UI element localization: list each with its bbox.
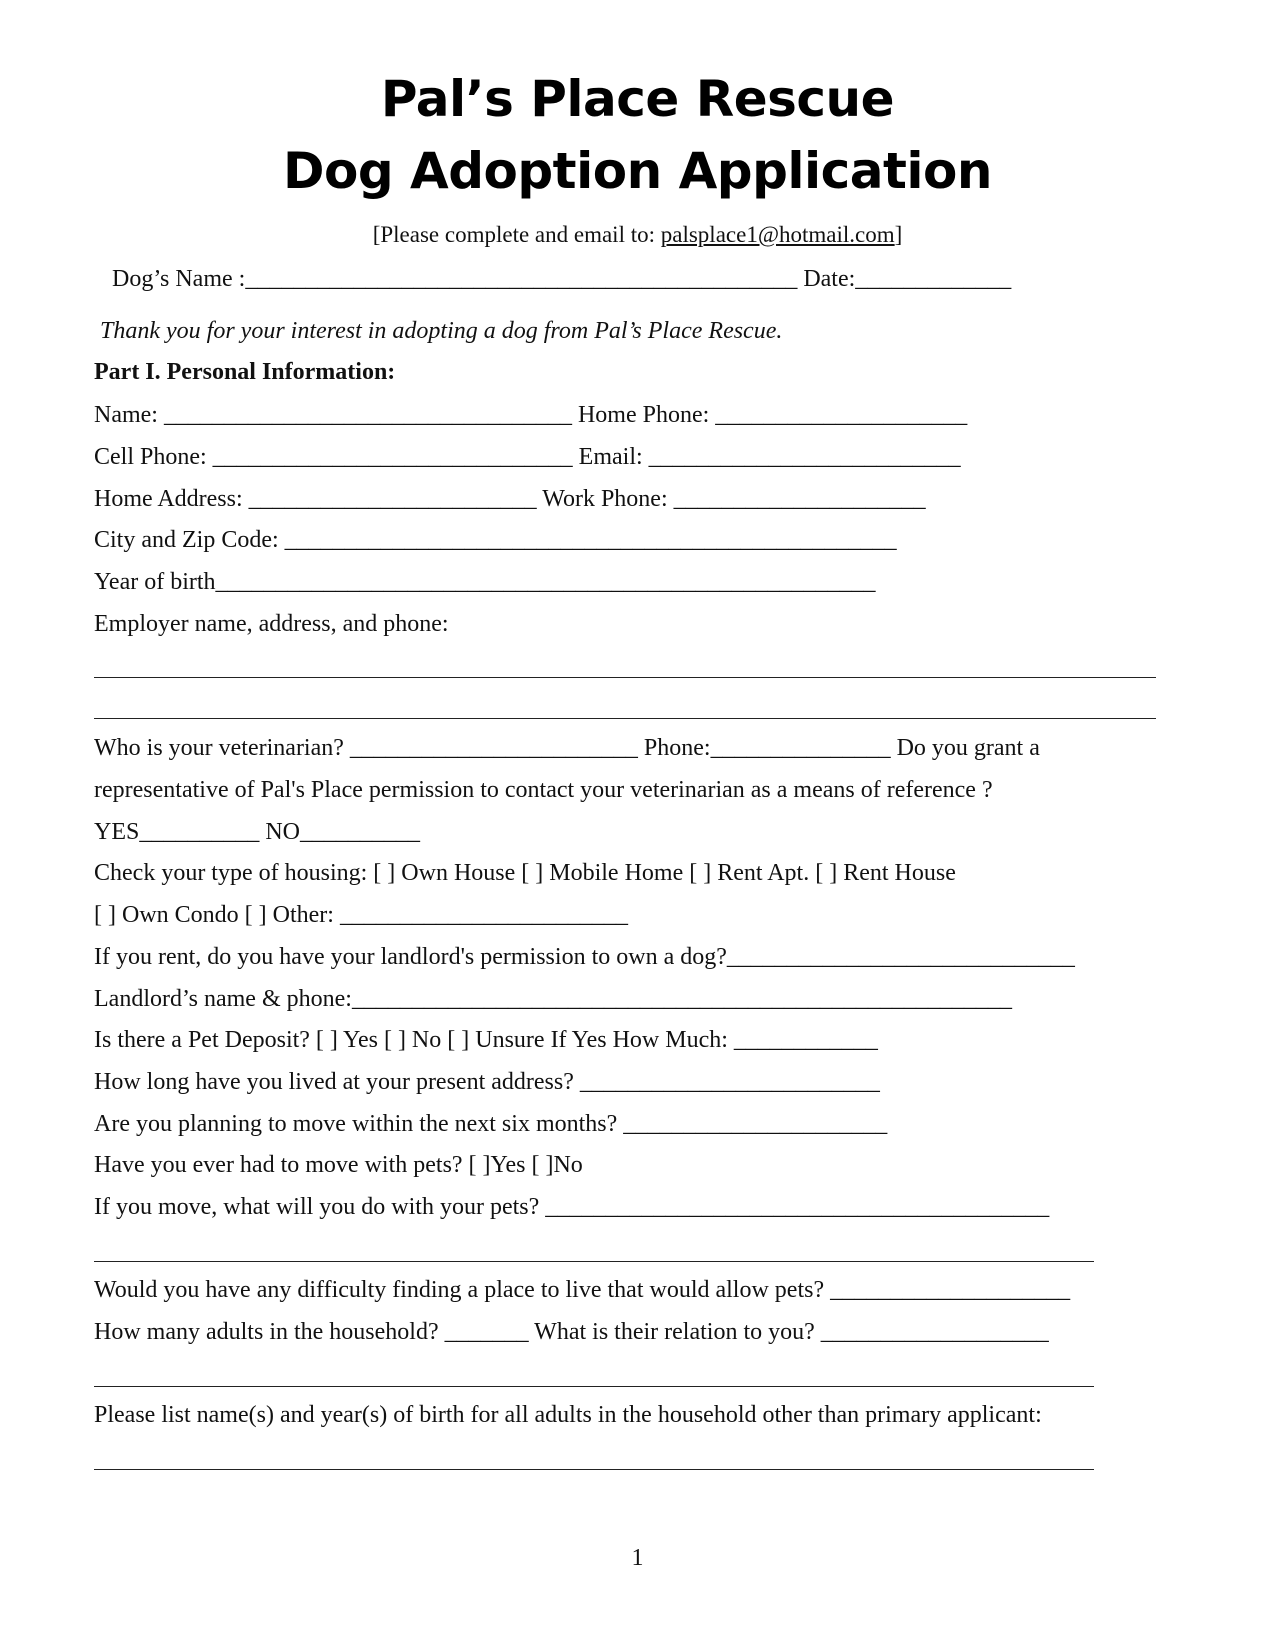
housing-type-line[interactable]: Check your type of housing: [ ] Own House [ ] Mobile Home [ ] Rent Apt. [ ] Rent House	[94, 860, 956, 886]
form-title-line2: Dog Adoption Application	[283, 142, 992, 200]
city-zip-line[interactable]: City and Zip Code: ___________________________________________________	[94, 527, 897, 553]
instructions	[0, 222, 1275, 248]
landlord-permission-line[interactable]: If you rent, do you have your landlord's permission to own a dog?_____________________________	[94, 944, 1075, 970]
year-of-birth-line[interactable]: Year of birth_______________________________________________________	[94, 569, 876, 595]
form-title-line1: Pal’s Place Rescue	[380, 70, 895, 128]
veterinarian-permission-text: representative of Pal's Place permission to contact your veterinarian as a means of reference ?	[94, 777, 993, 803]
instructions-prefix: [Please complete and email to:	[372, 222, 661, 247]
housing-difficulty-line[interactable]: Would you have any difficulty finding a place to live that would allow pets? ____________________	[94, 1277, 1071, 1303]
list-adults-blank[interactable]	[94, 1469, 1094, 1470]
if-move-pets-line[interactable]: If you move, what will you do with your pets? __________________________________________	[94, 1194, 1050, 1220]
if-move-blank[interactable]	[94, 1261, 1094, 1262]
address-work-phone-line[interactable]: Home Address: ________________________ Work Phone: _____________________	[94, 486, 926, 512]
part1-heading: Part I. Personal Information:	[94, 359, 396, 385]
dog-name-date-line[interactable]: Dog’s Name :______________________________________________ Date:_____________	[112, 266, 1012, 292]
page-number: 1	[631, 1545, 644, 1571]
employer-label: Employer name, address, and phone:	[94, 611, 449, 637]
moved-with-pets-line[interactable]: Have you ever had to move with pets? [ ]Yes [ ]No	[94, 1152, 583, 1178]
landlord-name-line[interactable]: Landlord’s name & phone:_______________________________________________________	[94, 986, 1012, 1012]
adults-relation-blank[interactable]	[94, 1386, 1094, 1387]
time-at-address-line[interactable]: How long have you lived at your present address? _________________________	[94, 1069, 880, 1095]
thank-you-text: Thank you for your interest in adopting a dog from Pal’s Place Rescue.	[100, 318, 783, 344]
employer-blank-1[interactable]	[94, 677, 1156, 678]
yes-no-line[interactable]: YES__________ NO__________	[94, 819, 421, 845]
list-adults-label: Please list name(s) and year(s) of birth for all adults in the household other than primary applicant:	[94, 1402, 1042, 1428]
housing-type-line-2[interactable]: [ ] Own Condo [ ] Other: ________________________	[94, 902, 628, 928]
planning-move-line[interactable]: Are you planning to move within the next six months? ______________________	[94, 1111, 888, 1137]
instructions-suffix: ]	[894, 222, 903, 247]
email-link[interactable]: palsplace1@hotmail.com	[660, 222, 895, 247]
cell-email-line[interactable]: Cell Phone: ______________________________ Email: __________________________	[94, 444, 961, 470]
pet-deposit-line[interactable]: Is there a Pet Deposit? [ ] Yes [ ] No [ ] Unsure If Yes How Much: ____________	[94, 1027, 878, 1053]
veterinarian-line[interactable]: Who is your veterinarian? ________________________ Phone:_______________ Do you grant a	[94, 735, 1040, 761]
name-home-phone-line[interactable]: Name: __________________________________ Home Phone: _____________________	[94, 402, 968, 428]
adults-household-line[interactable]: How many adults in the household? _______ What is their relation to you? ___________________	[94, 1319, 1049, 1345]
employer-blank-2[interactable]	[94, 718, 1156, 719]
